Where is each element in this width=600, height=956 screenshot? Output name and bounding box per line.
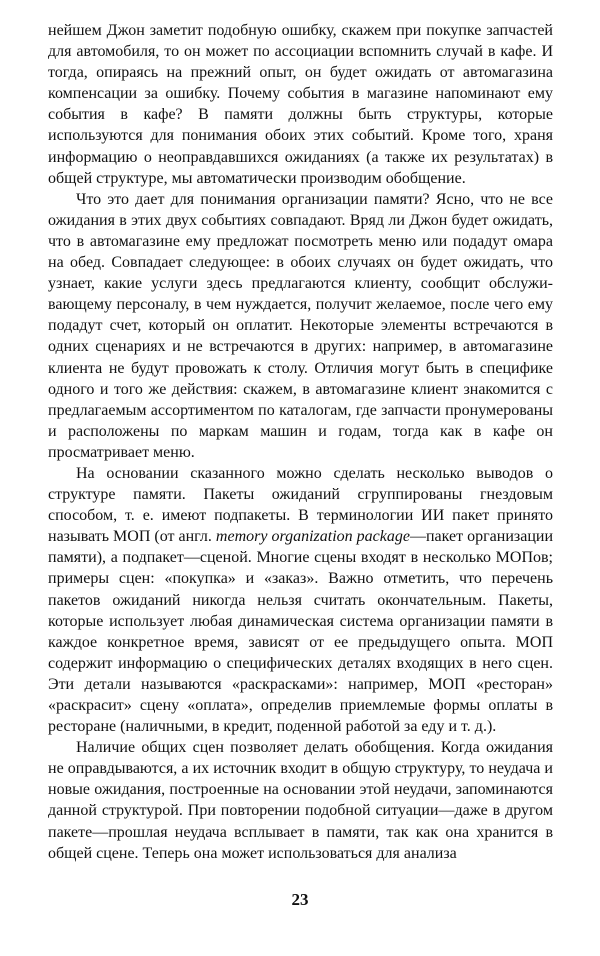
paragraph-2 — [48, 189, 553, 463]
paragraph-2-text: Что это дает для понимания организации памяти? Ясно, что не все ожидания в этих двух событиях совпадают. Вряд ли Джон будет ожидать, что в автомагазине ему предложат посмотреть меню или подадут омара на обед. Совпадает следующее: в обоих случаях он будет ожидать, что узнает, какие услуги здесь предлагаются клиенту, сообщит обслуживающему персоналу, в чем нуждается, получит желаемое, после чего ему подадут счет, который он оплатит. Некоторые элементы встречаются в одних сценариях и не встречаются в других: например, в автомагазине клиента не будут провожать к столу. Отличия могут быть в специфике одного и того же действия: скажем, в автомагазине клиент знакомится с предлагаемым ассортиментом по каталогам, где запчасти пронумерованы и расположены по маркам машин и годам, тогда как в кафе он просматривает меню. — [48, 190, 553, 461]
paragraph-4 — [48, 737, 553, 864]
paragraph-4-text: Наличие общих сцен позволяет делать обобщения. Когда ожидания не оправдываются, а их источник входит в общую структуру, то неудача и новые ожидания, построенные на основании этой неудачи, запоминаются данной структурой. При повторении подобной ситуации—даже в другом пакете—прошлая неудача всплывает в памяти, так как она хранится в общей сцене. Теперь она может использоваться для анализа — [48, 739, 553, 862]
paragraph-3-english-term: memory organization package — [215, 528, 410, 546]
paragraph-1-text: нейшем Джон заметит подобную ошибку, скажем при покупке запчастей для автомобиля, то он может по ассоциации вспомнить случай в кафе. И тогда, опираясь на прежний опыт, он будет ожидать от автомагазина компенсации за ошибку. Почему события в магазине напоминают ему события в кафе? В памяти должны быть структуры, которые используются для понимания обоих этих событий. Кроме того, храня информацию о неоправдавшихся ожиданиях (а также их результатах) в общей структуре, мы автоматически производим обобщение. — [48, 22, 553, 187]
paragraph-3 — [48, 463, 553, 737]
paragraph-3-text-b: —пакет организации памяти), а подпакет—сценой. Многие сцены входят в несколько МОПов; примеры сцен: «покупка» и «заказ». Важно отметить, что перечень пакетов ожиданий никогда нельзя считать окончательным. Пакеты, которые использует любая динамическая система организации памяти в каждое конкретное время, зависят от ее предыдущего опыта. МОП содержит информацию о специфических деталях входящих в него сцен. Эти детали называются «раскрасками»: например, МОП «ресторан» «раскрасит» сцену «оплата», определив приемлемые формы оплаты в ресторане (наличными, в кредит, поденной работой за еду и т. д.). — [48, 528, 554, 736]
paragraph-1 — [48, 20, 553, 189]
paragraph-3-text-a: На основании сказанного можно сделать несколько выводов о структуре памяти. Пакеты ожиданий сгруппированы гнездовым способом, т. е. имеют подпакеты. В терминологии ИИ пакет принято называть МОП (от англ. — [48, 464, 553, 546]
body-text — [48, 20, 553, 864]
page-number: 23 — [291, 890, 309, 909]
